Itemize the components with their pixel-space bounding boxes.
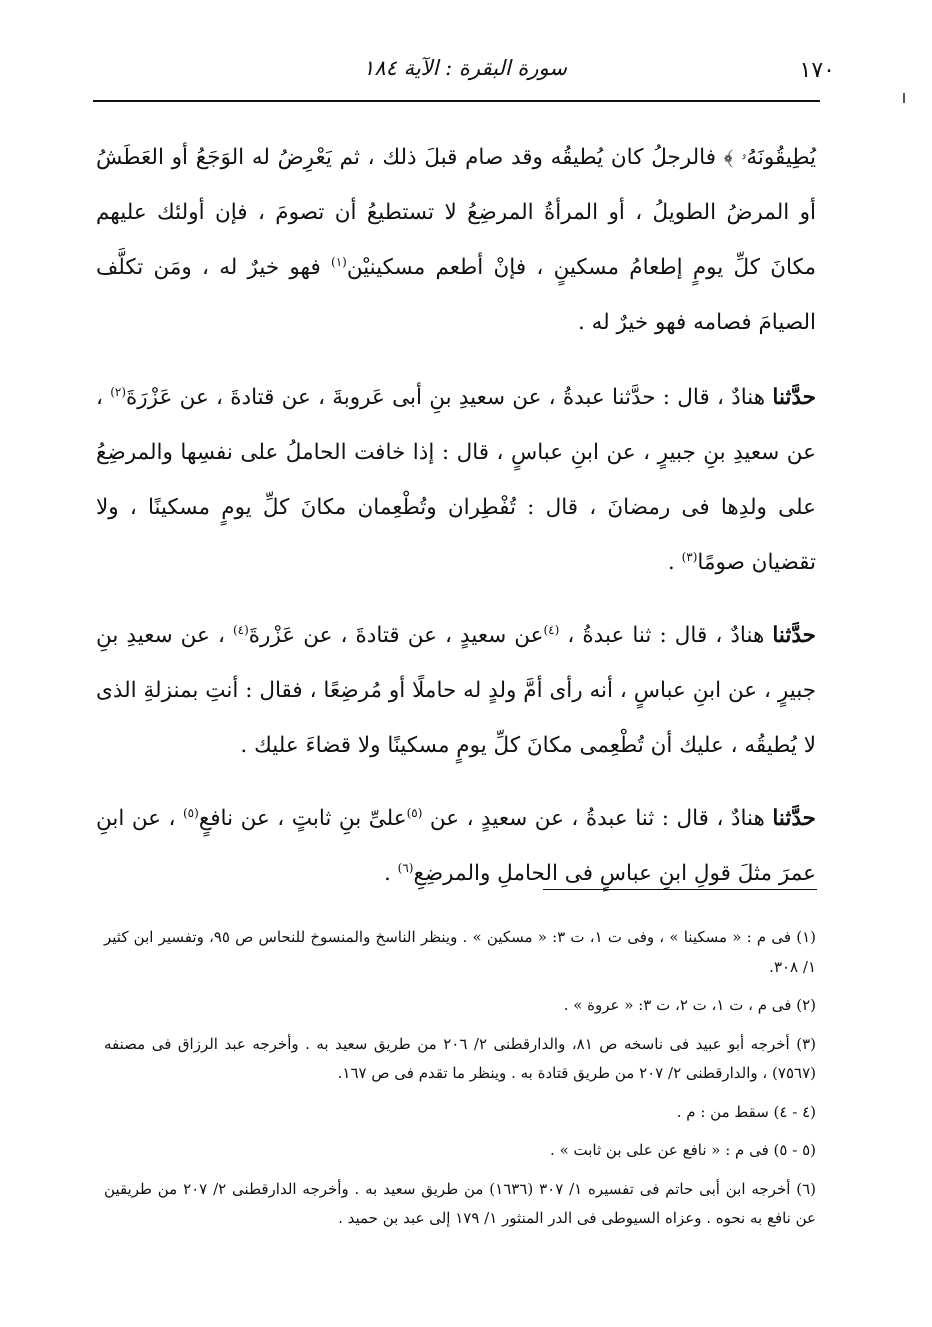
main-text [96,130,816,919]
paragraph-4 [96,791,816,901]
footnote-5: (٥ - ٥) فى م : « نافع عن على بن ثابت » . [550,1141,816,1159]
footnote-2: (٢) فى م ، ت ١، ت ٢، ت ٣: « عروة » . [563,996,816,1014]
footnote-ref: (٤) [232,622,249,637]
footnote-ref: (٥) [182,805,199,820]
footnote-6: (٦) أخرجه ابن أبى حاتم فى تفسيره ١/ ٣٠٧ (١٦٣٦) من طريق سعيد به . وأخرجه الدارقطنى ٢/ ٢٠٧ من طريقين عن نافع به نحوه . وعزاه السيوطى فى الدر المنثور ١/ ١٧٩ إلى عبد بن حميد . [104,1179,817,1227]
footnote-1: (١) فى م : « مسكينا » ، وفى ت ١، ت ٣: « مسكين » . وينظر الناسخ والمنسوخ للنحاس ص ٩٥، وتفسير ابن كثير ١/ ٣٠٨. [104,928,817,976]
paragraph-2 [96,370,816,590]
paragraph-text: ، عن سعيدِ بنِ جبيرٍ ، عن ابنِ عباسٍ ، أنه رأى أمَّ ولدٍ له حاملًا أو مُرضِعًا ، فقال : أنتِ بمنزلةِ الذى لا يُطيقُه ، عليك أن تُطْعِمى مكانَ كلِّ يومٍ مسكينًا ولا قضاءَ عليك . [96,623,816,758]
paragraph-text: ، عن سعيدِ بنِ جبيرٍ ، عن ابنِ عباسٍ ، قال : إذا خافت الحاملُ على نفسِها والمرضِعُ على ولدِها فى رمضانَ ، قال : تُفْطِران وتُطْعِمان مكانَ كلِّ يومٍ مسكينًا ، ولا تقضيان صومًا [96,385,816,575]
lead-word: حدَّثنا [772,623,816,648]
footnote-3: (٣) أخرجه أبو عبيد فى ناسخه ص ٨١، والدارقطنى ٢/ ٢٠٦ من طريق سعيد به . وأخرجه عبد الرزاق فى مصنفه (٧٥٦٧) ، والدارقطنى ٢/ ٢٠٧ من طريق قتادة به . وينظر ما تقدم فى ص ١٦٧. [104,1034,816,1082]
footnote-ref: (١) [331,254,347,269]
footnote-ref: (٦) [397,860,414,875]
footnote-ref: (٢) [110,384,127,399]
footnote-ref: (٣) [681,549,698,564]
paragraph-text: هنادٌ ، قال : ثنا عبدةُ ، [559,623,773,648]
footnote-4: (٤ - ٤) سقط من : م . [676,1102,816,1121]
paragraph-text: . [383,861,398,886]
footnote-ref: (٤) [543,622,560,637]
running-header-title: سورة البقرة : الآية ١٨٤ [363,56,567,80]
paragraph-text: يُطِيقُونَهُۥ ﴾ فالرجلُ كان يُطيقُه وقد صام قبلَ ذلك ، ثم يَعْرِضُ له الوَجَعُ أو العَطَشُ أو المرضُ الطويلُ ، أو المرأةُ المرضِعُ لا تستطيعُ أن تصومَ ، فإن أولئك عليهم مكانَ كلِّ يومٍ إطعامُ مسكينٍ ، فإنْ أطعم مسكينيْن [96,145,816,280]
paragraph-text: هنادٌ ، قال : ثنا عبدةُ ، عن سعيدٍ ، عن [422,806,773,831]
paragraph-text: . [667,550,682,575]
paragraph-text: عن سعيدٍ ، عن قتادةَ ، عن عَزْرةَ [248,623,544,648]
paragraph-text: علىِّ بنِ ثابتٍ ، عن نافعٍ [198,806,407,831]
header-rule [93,100,820,102]
page-number: ١٧٠ [799,58,835,83]
footnote-rule [543,889,817,890]
margin-mark [903,93,905,103]
footnote-ref: (٥) [406,805,423,820]
lead-word: حدَّثنا [772,806,816,831]
paragraph-text: ، عن ابنِ عمرَ مثلَ قولِ ابنِ عباسٍ فى الحاملِ والمرضِعِ [96,806,816,886]
paragraph-text: فهو خيرٌ له ، ومَن تكلَّف الصيامَ فصامه فهو خيرٌ له . [96,255,816,335]
lead-word: حدَّثنا [772,385,816,410]
paragraph-1 [96,130,816,350]
paragraph-text: هنادٌ ، قال : حدَّثنا عبدةُ ، عن سعيدِ بنِ أبى عَروبةَ ، عن قتادةَ ، عن عَزْرَةَ [126,385,773,410]
paragraph-3 [96,608,816,773]
footnotes [104,923,816,1243]
